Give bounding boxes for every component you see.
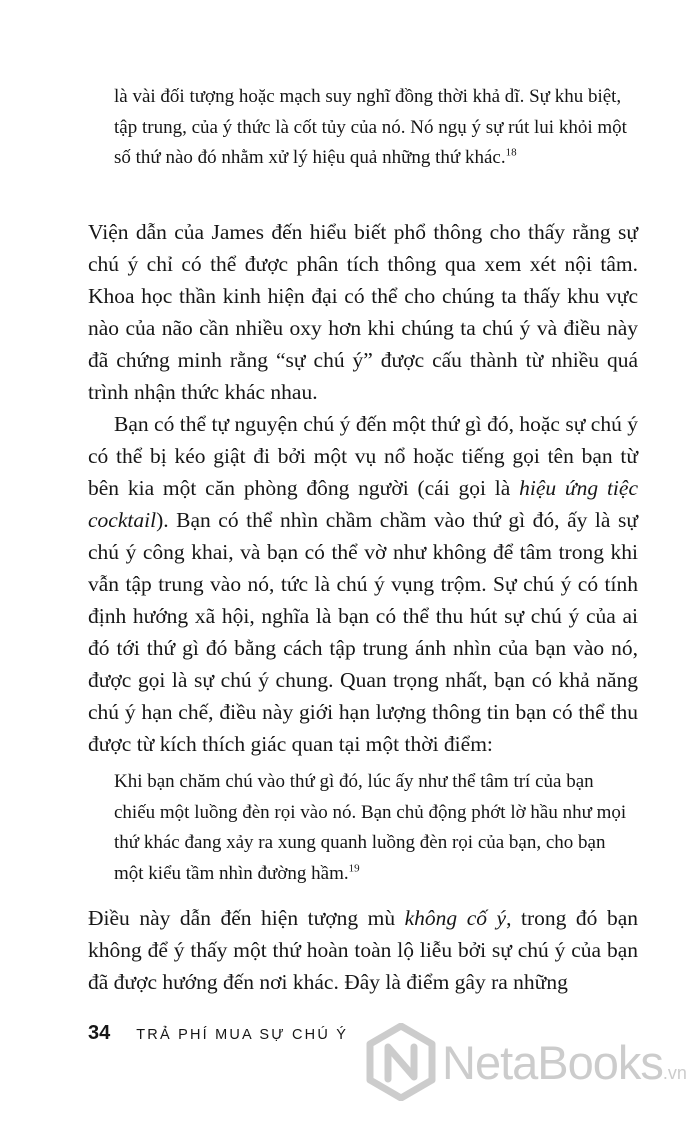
paragraph-3 <box>88 902 638 998</box>
netabooks-logo-icon <box>366 1023 436 1101</box>
watermark-brand: NetaBooks <box>442 1035 663 1089</box>
watermark-suffix: .vn <box>662 1062 687 1083</box>
paragraph-2-text-end: ). Bạn có thể nhìn chầm chầm vào thứ gì đó, ấy là sự chú ý công khai, và bạn có thể vờ như không để tâm trong khi vẫn tập trung vào nó, tức là chú ý vụng trộm. Sự chú ý có tính định hướng xã hội, nghĩa là bạn có thể thu hút sự chú ý của ai đó tới thứ gì đó bằng cách tập trung ánh nhìn của bạn vào nó, được gọi là sự chú ý chung. Quan trọng nhất, bạn có khả năng chú ý hạn chế, điều này giới hạn lượng thông tin bạn có thể thu được từ kích thích giác quan tại một thời điểm: <box>88 508 638 756</box>
block-quote-1 <box>114 82 634 174</box>
page-footer <box>88 1022 348 1052</box>
paragraph-1 <box>88 216 638 408</box>
paragraph-3-text-start: Điều này dẫn đến hiện tượng mù <box>88 906 405 930</box>
quote-2-text: Khi bạn chăm chú vào thứ gì đó, lúc ấy như thể tâm trí của bạn chiếu một luồng đèn rọi vào nó. Bạn chủ động phớt lờ hầu như mọi thứ khác đang xảy ra xung quanh luồng đèn rọi của bạn, cho bạn một kiểu tầm nhìn đường hầm. <box>114 771 627 884</box>
watermark-text <box>442 1035 687 1090</box>
paragraph-3-text-end: , trong đó bạn không để ý thấy một thứ hoàn toàn lộ liễu bởi sự chú ý của bạn đã được hướng đến nơi khác. Đây là điểm gây ra những <box>88 906 638 994</box>
footnote-ref-19: 19 <box>348 862 360 875</box>
paragraph-2-text-start: Bạn có thể tự nguyện chú ý đến một thứ gì đó, hoặc sự chú ý có thể bị kéo giật đi bởi một vụ nổ hoặc tiếng gọi tên bạn từ bên kia một căn phòng đông người (cái gọi là <box>88 412 638 500</box>
paragraph-1-text: Viện dẫn của James đến hiểu biết phổ thông cho thấy rằng sự chú ý chỉ có thể được phân tích thông qua xem xét nội tâm. Khoa học thần kinh hiện đại có thể cho chúng ta thấy khu vực nào của não cần nhiều oxy hơn khi chúng ta chú ý và điều này đã chứng minh rằng “sự chú ý” được cấu thành từ nhiều quá trình nhận thức khác nhau. <box>88 220 638 404</box>
watermark <box>366 1016 696 1108</box>
footnote-ref-18: 18 <box>505 146 517 159</box>
quote-1-text: là vài đối tượng hoặc mạch suy nghĩ đồng thời khả dĩ. Sự khu biệt, tập trung, của ý thức là cốt tủy của nó. Nó ngụ ý sự rút lui khỏi một số thứ nào đó nhằm xử lý hiệu quả những thứ khác. <box>114 86 627 168</box>
page-number: 34 <box>88 1022 111 1044</box>
block-quote-2 <box>114 767 634 889</box>
paragraph-2 <box>88 408 638 760</box>
running-head: TRẢ PHÍ MUA SỰ CHÚ Ý <box>136 1027 349 1043</box>
paragraph-2-italic: hiệu ứng tiệc cocktail <box>88 476 638 532</box>
paragraph-3-italic: không cố ý <box>404 906 507 930</box>
